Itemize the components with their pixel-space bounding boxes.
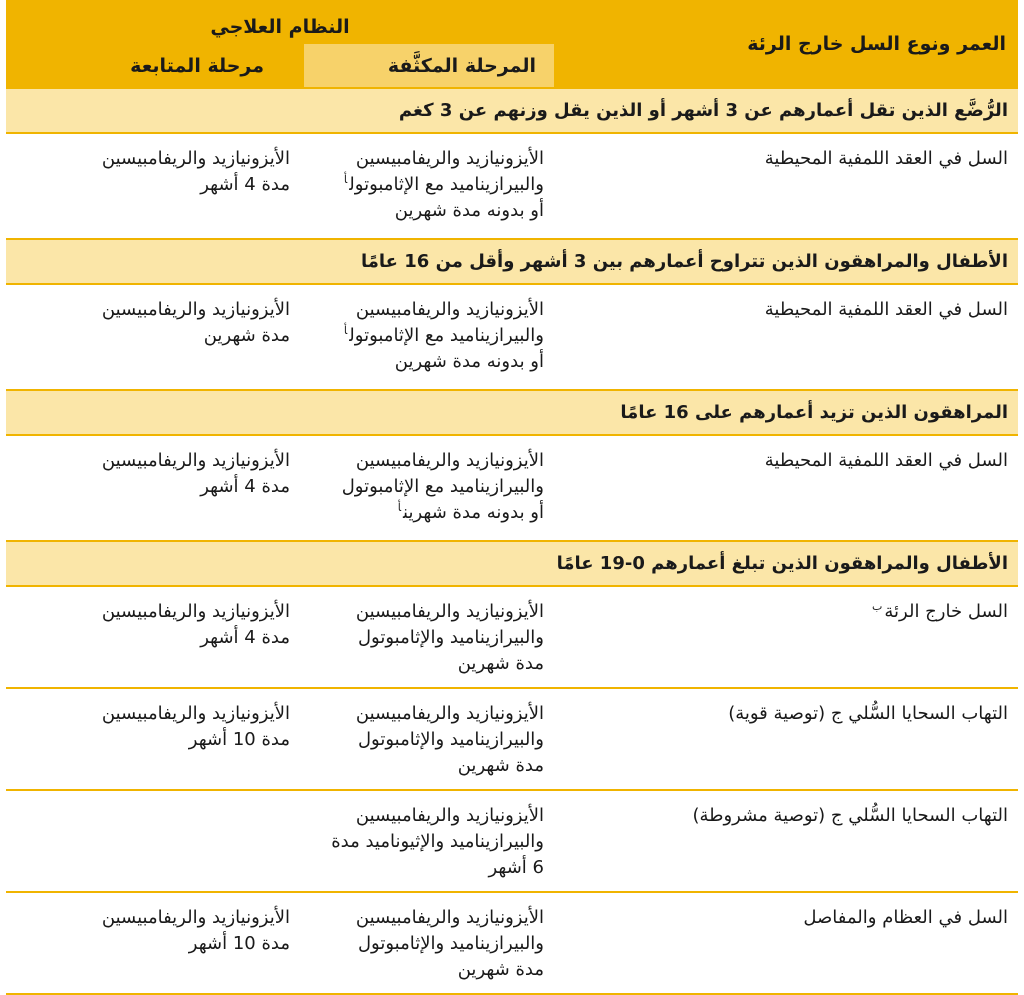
section-infants [6,88,1018,239]
intensive-cell [304,133,554,239]
follow-up-cell [6,586,304,688]
intensive-line: الأيزونيازيد والريفامبيسين [355,299,544,320]
follow-up-line: مدة 10 أشهر [188,729,290,750]
intensive-line: والبيرازيناميد مع الإثامبوتول [349,174,544,195]
follow-up-line: الأيزونيازيد والريفامبيسين [101,148,290,169]
intensive-cell [304,892,554,994]
site-label: السل خارج الرئة [884,601,1008,622]
site-label: التهاب السحايا السُّلي ج (توصية مشروطة) [692,805,1008,826]
follow-up-line: مدة 4 أشهر [200,174,290,195]
section-title: الأطفال والمراهقون الذين تتراوح أعمارهم بين 3 أشهر وأقل من 16 عامًا [6,239,1018,284]
intensive-line-wrap [316,172,544,198]
site-label: السل في العقد اللمفية المحيطية [764,148,1008,169]
table-row [6,688,1018,790]
treatment-regimen-table [6,0,1018,995]
intensive-cell [304,790,554,892]
intensive-line-wrap [316,500,544,526]
intensive-line: أو بدونه مدة شهرين [394,351,544,372]
follow-up-line: الأيزونيازيد والريفامبيسين [101,450,290,471]
follow-up-line: الأيزونيازيد والريفامبيسين [101,703,290,724]
footnote-mark: أ [343,324,348,337]
follow-up-line: الأيزونيازيد والريفامبيسين [101,601,290,622]
site-cell [554,435,1018,541]
site-cell [554,133,1018,239]
site-cell [554,892,1018,994]
intensive-line: الأيزونيازيد والريفامبيسين [355,601,544,622]
follow-up-cell [6,790,304,892]
intensive-line: 6 أشهر [488,857,544,878]
footnote-mark: ب [872,600,883,613]
table-row [6,892,1018,994]
intensive-line: مدة شهرين [457,755,544,776]
follow-up-cell [6,435,304,541]
site-cell [554,586,1018,688]
intensive-line: والبيرازيناميد مع الإثامبوتول [349,325,544,346]
section-title: الرُّضَّع الذين تقل أعمارهم عن 3 أشهر أو الذين يقل وزنهم عن 3 كغم [6,88,1018,133]
site-label: السل في العقد اللمفية المحيطية [764,450,1008,471]
table-row [6,133,1018,239]
follow-up-cell [6,133,304,239]
intensive-line-wrap [316,323,544,349]
header-follow-up-phase: مرحلة المتابعة [6,44,304,88]
follow-up-line: الأيزونيازيد والريفامبيسين [101,907,290,928]
site-cell [554,790,1018,892]
header-regimen: النظام العلاجي [6,0,554,44]
intensive-line: مدة شهرين [457,653,544,674]
site-label: التهاب السحايا السُّلي ج (توصية قوية) [728,703,1008,724]
intensive-cell [304,586,554,688]
section-adolescents-over-16 [6,390,1018,541]
section-children-0-19y [6,541,1018,994]
site-cell [554,688,1018,790]
intensive-line: والبيرازيناميد والإثامبوتول [357,729,544,750]
table-row [6,586,1018,688]
section-title: المراهقون الذين تزيد أعمارهم على 16 عامًا [6,390,1018,435]
intensive-line: والبيرازيناميد والإثامبوتول [357,933,544,954]
follow-up-cell [6,892,304,994]
intensive-line: الأيزونيازيد والريفامبيسين [355,703,544,724]
follow-up-line: مدة 4 أشهر [200,476,290,497]
intensive-line: أو بدونه مدة شهرين [394,200,544,221]
follow-up-line: مدة 4 أشهر [200,627,290,648]
intensive-line: مدة شهرين [457,959,544,980]
intensive-line: والبيرازيناميد والإثامبوتول [357,627,544,648]
intensive-cell [304,284,554,390]
intensive-line: الأيزونيازيد والريفامبيسين [355,907,544,928]
table-row [6,435,1018,541]
intensive-line: الأيزونيازيد والريفامبيسين [355,450,544,471]
follow-up-cell [6,688,304,790]
site-cell [554,284,1018,390]
intensive-line: والبيرازيناميد مع الإثامبوتول [341,476,544,497]
table-row [6,790,1018,892]
intensive-line: أو بدونه مدة شهرين [403,502,544,523]
table-header [6,0,1018,88]
section-children-3m-16y [6,239,1018,390]
follow-up-line: مدة 10 أشهر [188,933,290,954]
section-title: الأطفال والمراهقون الذين تبلغ أعمارهم 0-19 عامًا [6,541,1018,586]
intensive-cell [304,688,554,790]
header-intensive-phase: المرحلة المكثَّفة [304,44,554,88]
follow-up-line: الأيزونيازيد والريفامبيسين [101,299,290,320]
intensive-line-wrap [316,474,544,500]
follow-up-line: مدة شهرين [203,325,290,346]
header-age-type: العمر ونوع السل خارج الرئة [554,0,1018,88]
intensive-line: الأيزونيازيد والريفامبيسين [355,148,544,169]
site-label: السل في العظام والمفاصل [803,907,1008,928]
footnote-mark: أ [343,173,348,186]
follow-up-cell [6,284,304,390]
site-label: السل في العقد اللمفية المحيطية [764,299,1008,320]
footnote-mark: أ [397,501,402,514]
intensive-cell [304,435,554,541]
intensive-line: والبيرازيناميد والإثيوناميد مدة [331,831,544,852]
table-row [6,284,1018,390]
intensive-line: الأيزونيازيد والريفامبيسين [355,805,544,826]
